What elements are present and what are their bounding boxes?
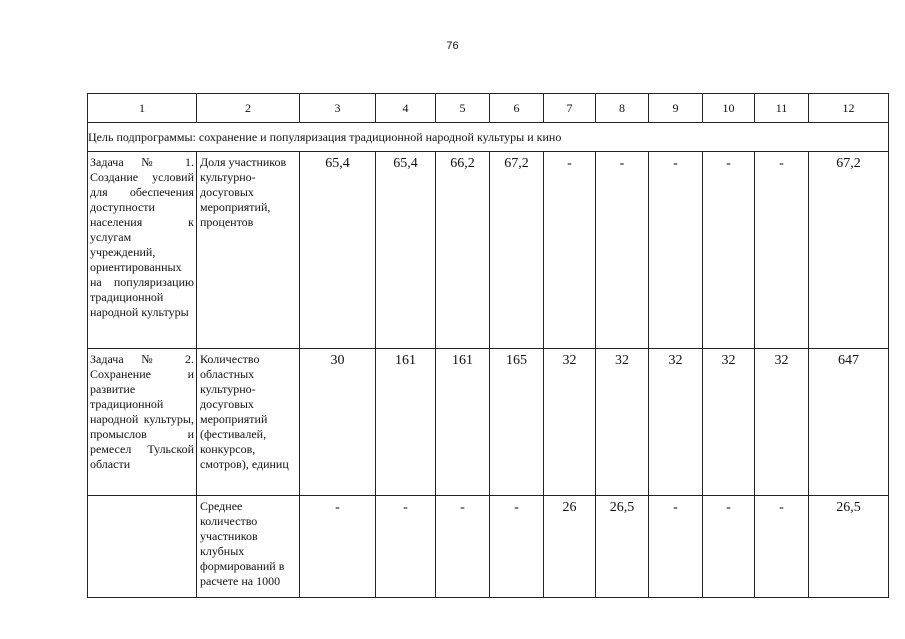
value-cell: 32: [755, 349, 809, 496]
value-cell: -: [649, 496, 703, 598]
value-cell: 32: [544, 349, 596, 496]
value-cell: 32: [703, 349, 755, 496]
column-header: 11: [755, 94, 809, 123]
indicator-table: [87, 93, 889, 598]
task-cell: [88, 496, 197, 598]
table-row: [88, 152, 889, 349]
value-cell: 165: [490, 349, 544, 496]
value-cell: -: [300, 496, 376, 598]
column-header: 2: [197, 94, 300, 123]
column-header: 12: [809, 94, 889, 123]
column-header: 7: [544, 94, 596, 123]
indicator-cell: Доля участников культурно-досуговых мероприятий, процентов: [197, 152, 300, 349]
value-cell: -: [703, 496, 755, 598]
value-cell: -: [649, 152, 703, 349]
value-cell: -: [703, 152, 755, 349]
column-header: 9: [649, 94, 703, 123]
column-header: 1: [88, 94, 197, 123]
column-header: 4: [376, 94, 436, 123]
page-number: 76: [446, 40, 459, 52]
value-cell: 647: [809, 349, 889, 496]
indicator-cell: Среднее количество участников клубных формирований в расчете на 1000: [197, 496, 300, 598]
value-cell: 32: [649, 349, 703, 496]
value-cell: 65,4: [376, 152, 436, 349]
value-cell: -: [544, 152, 596, 349]
column-header: 6: [490, 94, 544, 123]
value-cell: -: [490, 496, 544, 598]
column-header: 8: [596, 94, 649, 123]
value-cell: 161: [376, 349, 436, 496]
table-row: [88, 349, 889, 496]
task-cell: Задача № 1. Создание условий для обеспечения доступности населения к услугам учреждений, ориентированных на популяризацию традиционной народной культуры: [88, 152, 197, 349]
value-cell: -: [755, 496, 809, 598]
column-header: 10: [703, 94, 755, 123]
column-header: 3: [300, 94, 376, 123]
value-cell: 26: [544, 496, 596, 598]
value-cell: 66,2: [436, 152, 490, 349]
column-header: 5: [436, 94, 490, 123]
value-cell: -: [436, 496, 490, 598]
value-cell: 26,5: [596, 496, 649, 598]
value-cell: 30: [300, 349, 376, 496]
table-row: [88, 496, 889, 598]
value-cell: 32: [596, 349, 649, 496]
subprogram-goal: Цель подпрограммы: сохранение и популяризация традиционной народной культуры и кино: [88, 123, 889, 152]
goal-row: [88, 123, 889, 152]
value-cell: -: [755, 152, 809, 349]
value-cell: 67,2: [490, 152, 544, 349]
value-cell: -: [376, 496, 436, 598]
value-cell: 67,2: [809, 152, 889, 349]
value-cell: 65,4: [300, 152, 376, 349]
value-cell: 26,5: [809, 496, 889, 598]
task-cell: Задача № 2. Сохранение и развитие традиционной народной культуры, промыслов и ремесел Тульской области: [88, 349, 197, 496]
value-cell: -: [596, 152, 649, 349]
header-row: [88, 94, 889, 123]
indicator-cell: Количество областных культурно-досуговых мероприятий (фестивалей, конкурсов, смотров), единиц: [197, 349, 300, 496]
value-cell: 161: [436, 349, 490, 496]
